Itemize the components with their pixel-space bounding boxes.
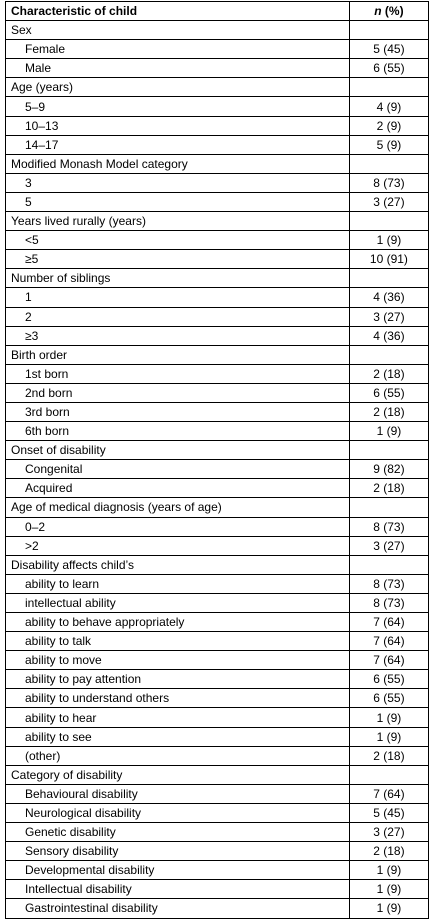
table-row: [6, 861, 429, 880]
row-label: Male: [6, 59, 350, 78]
row-label: 1: [6, 288, 350, 307]
table-row: [6, 670, 429, 689]
table-row: [6, 479, 429, 498]
section-label: Onset of disability: [6, 441, 350, 460]
row-value: 6 (55): [349, 689, 428, 708]
row-label: ≥5: [6, 250, 350, 269]
row-value: 8 (73): [349, 593, 428, 612]
row-value: 8 (73): [349, 173, 428, 192]
table-row: [6, 326, 429, 345]
table-row: [6, 632, 429, 651]
table-row: [6, 842, 429, 861]
row-label: ≥3: [6, 326, 350, 345]
row-label: intellectual ability: [6, 593, 350, 612]
table-section-row: [6, 154, 429, 173]
row-value: 1 (9): [349, 899, 428, 918]
row-label: Acquired: [6, 479, 350, 498]
row-value: 9 (82): [349, 460, 428, 479]
table-section-row: [6, 555, 429, 574]
table-row: [6, 40, 429, 59]
row-value: 1 (9): [349, 861, 428, 880]
row-label: 5–9: [6, 97, 350, 116]
table-row: [6, 364, 429, 383]
table-section-row: [6, 78, 429, 97]
row-value: [349, 154, 428, 173]
row-value: [349, 212, 428, 231]
header-n: n: [374, 4, 382, 19]
table-row: [6, 173, 429, 192]
row-label: ability to understand others: [6, 689, 350, 708]
row-label: ability to pay attention: [6, 670, 350, 689]
table-header-row: [6, 2, 429, 21]
table-row: [6, 307, 429, 326]
row-label: ability to learn: [6, 574, 350, 593]
row-value: 8 (73): [349, 517, 428, 536]
row-value: [349, 345, 428, 364]
table-row: [6, 574, 429, 593]
row-value: 5 (45): [349, 803, 428, 822]
row-value: 7 (64): [349, 632, 428, 651]
row-value: 1 (9): [349, 727, 428, 746]
section-label: Age of medical diagnosis (years of age): [6, 498, 350, 517]
table-row: [6, 536, 429, 555]
table-row: [6, 383, 429, 402]
table-section-row: [6, 765, 429, 784]
section-label: Modified Monash Model category: [6, 154, 350, 173]
row-value: 2 (9): [349, 116, 428, 135]
table-row: [6, 708, 429, 727]
row-value: [349, 765, 428, 784]
row-value: 3 (27): [349, 307, 428, 326]
row-value: 1 (9): [349, 422, 428, 441]
table-section-row: [6, 498, 429, 517]
row-value: 2 (18): [349, 842, 428, 861]
row-label: 2: [6, 307, 350, 326]
row-label: 3: [6, 173, 350, 192]
row-value: [349, 269, 428, 288]
row-value: [349, 498, 428, 517]
table-section-row: [6, 269, 429, 288]
row-value: 2 (18): [349, 746, 428, 765]
row-value: 3 (27): [349, 192, 428, 211]
row-label: Female: [6, 40, 350, 59]
section-label: Years lived rurally (years): [6, 212, 350, 231]
row-value: 2 (18): [349, 402, 428, 421]
table-row: [6, 116, 429, 135]
row-label: 2nd born: [6, 383, 350, 402]
row-value: 6 (55): [349, 383, 428, 402]
row-value: 1 (9): [349, 231, 428, 250]
row-label: ability to behave appropriately: [6, 613, 350, 632]
table-row: [6, 899, 429, 918]
row-value: 1 (9): [349, 708, 428, 727]
row-value: 7 (64): [349, 784, 428, 803]
row-value: 7 (64): [349, 613, 428, 632]
row-value: [349, 21, 428, 40]
section-label: Sex: [6, 21, 350, 40]
row-label: 10–13: [6, 116, 350, 135]
table-row: [6, 422, 429, 441]
table-row: [6, 746, 429, 765]
row-value: 7 (64): [349, 651, 428, 670]
table-row: [6, 803, 429, 822]
section-label: Category of disability: [6, 765, 350, 784]
row-value: 5 (45): [349, 40, 428, 59]
row-value: 2 (18): [349, 479, 428, 498]
row-value: 4 (36): [349, 326, 428, 345]
row-label: ability to see: [6, 727, 350, 746]
row-label: 14–17: [6, 135, 350, 154]
row-value: 4 (9): [349, 97, 428, 116]
row-label: Developmental disability: [6, 861, 350, 880]
table-section-row: [6, 441, 429, 460]
table-row: [6, 613, 429, 632]
table-row: [6, 192, 429, 211]
table-row: [6, 460, 429, 479]
row-label: 6th born: [6, 422, 350, 441]
table-container: [5, 1, 429, 919]
row-label: Gastrointestinal disability: [6, 899, 350, 918]
row-label: Intellectual disability: [6, 880, 350, 899]
row-value: 5 (9): [349, 135, 428, 154]
table-row: [6, 823, 429, 842]
characteristics-table: [5, 1, 429, 919]
row-value: 3 (27): [349, 536, 428, 555]
table-section-row: [6, 21, 429, 40]
row-label: 5: [6, 192, 350, 211]
row-label: Genetic disability: [6, 823, 350, 842]
row-value: 2 (18): [349, 364, 428, 383]
row-value: [349, 555, 428, 574]
table-row: [6, 59, 429, 78]
table-row: [6, 402, 429, 421]
table-row: [6, 727, 429, 746]
table-section-row: [6, 345, 429, 364]
table-row: [6, 784, 429, 803]
row-value: 6 (55): [349, 59, 428, 78]
row-label: 0–2: [6, 517, 350, 536]
row-label: Sensory disability: [6, 842, 350, 861]
row-value: [349, 78, 428, 97]
section-label: Number of siblings: [6, 269, 350, 288]
table-row: [6, 135, 429, 154]
row-label: 3rd born: [6, 402, 350, 421]
table-row: [6, 517, 429, 536]
table-row: [6, 97, 429, 116]
row-label: ability to hear: [6, 708, 350, 727]
row-value: 8 (73): [349, 574, 428, 593]
row-label: >2: [6, 536, 350, 555]
table-row: [6, 250, 429, 269]
table-row: [6, 288, 429, 307]
header-n-percent: [349, 2, 428, 21]
table-row: [6, 880, 429, 899]
row-value: 10 (91): [349, 250, 428, 269]
row-value: 6 (55): [349, 670, 428, 689]
row-label: Neurological disability: [6, 803, 350, 822]
row-label: (other): [6, 746, 350, 765]
row-value: 1 (9): [349, 880, 428, 899]
section-label: Disability affects child’s: [6, 555, 350, 574]
table-row: [6, 593, 429, 612]
row-label: Behavioural disability: [6, 784, 350, 803]
row-label: ability to move: [6, 651, 350, 670]
table-row: [6, 651, 429, 670]
section-label: Birth order: [6, 345, 350, 364]
header-percent: (%): [381, 4, 404, 19]
row-label: <5: [6, 231, 350, 250]
row-value: 3 (27): [349, 823, 428, 842]
table-section-row: [6, 212, 429, 231]
section-label: Age (years): [6, 78, 350, 97]
header-characteristic: Characteristic of child: [6, 2, 350, 21]
row-label: 1st born: [6, 364, 350, 383]
row-label: ability to talk: [6, 632, 350, 651]
row-label: Congenital: [6, 460, 350, 479]
table-row: [6, 231, 429, 250]
row-value: [349, 441, 428, 460]
row-value: 4 (36): [349, 288, 428, 307]
table-row: [6, 689, 429, 708]
